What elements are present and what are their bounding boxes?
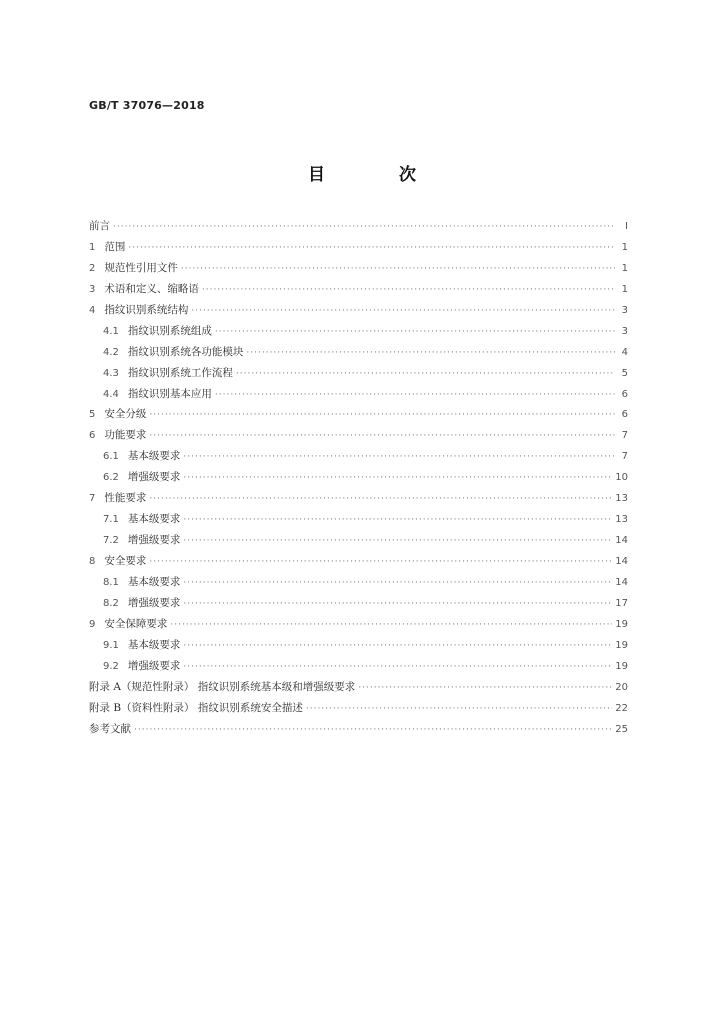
toc-dot-leader — [128, 241, 615, 255]
toc-entry-page: 19 — [615, 639, 628, 651]
toc-entry[interactable] — [89, 366, 628, 387]
standard-code: GB/T 37076—2018 — [89, 99, 205, 112]
toc-entry-label — [103, 345, 243, 360]
toc-entry[interactable] — [89, 407, 628, 428]
toc-entry-number: 3 — [89, 283, 96, 295]
toc-entry-label — [103, 470, 180, 485]
toc-entry-page: 13 — [615, 514, 628, 526]
toc-dot-leader — [183, 639, 612, 653]
toc-entry-label — [89, 722, 131, 736]
toc-entry-label — [89, 261, 178, 276]
toc-entry-label — [103, 659, 180, 674]
toc-entry-title: 术语和定义、缩略语 — [104, 282, 199, 295]
toc-entry-title: 范围 — [104, 240, 126, 253]
toc-entry-page: 14 — [615, 576, 628, 588]
table-of-contents — [89, 219, 628, 742]
toc-dot-leader — [306, 702, 612, 716]
toc-dot-leader — [215, 388, 615, 402]
toc-entry-title: 功能要求 — [104, 429, 147, 442]
toc-dot-leader — [358, 681, 612, 695]
toc-entry-page: 20 — [615, 681, 628, 693]
toc-dot-leader — [183, 576, 612, 590]
toc-entry-page: 10 — [615, 472, 628, 484]
toc-entry-title: 安全分级 — [104, 408, 147, 421]
toc-entry[interactable] — [89, 701, 628, 722]
toc-entry-page: 19 — [615, 618, 628, 630]
toc-entry-page: 13 — [615, 493, 628, 505]
toc-dot-leader — [183, 450, 615, 464]
toc-dot-leader — [181, 262, 615, 276]
toc-entry-label — [103, 512, 180, 527]
toc-entry[interactable] — [89, 659, 628, 680]
toc-entry-title: 安全要求 — [104, 555, 147, 567]
toc-dot-leader — [202, 283, 615, 297]
toc-entry[interactable] — [89, 554, 628, 575]
toc-entry[interactable] — [89, 324, 628, 345]
toc-entry-title: 基本级要求 — [127, 638, 181, 651]
toc-entry-page: 6 — [621, 388, 628, 400]
toc-dot-leader — [183, 660, 612, 674]
toc-entry-page: 5 — [621, 367, 628, 379]
toc-entry-label — [103, 575, 180, 590]
toc-entry-number: 8.2 — [103, 597, 119, 609]
toc-entry[interactable] — [89, 575, 628, 596]
toc-dot-leader — [149, 408, 615, 422]
toc-entry-page: 1 — [621, 262, 628, 274]
toc-entry-number: 9.2 — [103, 660, 119, 672]
toc-entry-title: 增强级要求 — [127, 471, 181, 484]
toc-entry-number: 4 — [89, 304, 96, 316]
toc-entry-title: 增强级要求 — [127, 659, 181, 672]
toc-dot-leader — [170, 618, 612, 632]
toc-entry-page: 4 — [621, 346, 628, 358]
toc-entry-label — [89, 617, 167, 632]
toc-dot-leader — [134, 723, 612, 737]
toc-entry[interactable] — [89, 219, 628, 240]
toc-entry-number: 6.1 — [103, 451, 119, 463]
toc-entry-label — [103, 596, 180, 611]
toc-entry[interactable] — [89, 617, 628, 638]
toc-dot-leader — [236, 367, 615, 381]
toc-dot-leader — [183, 513, 612, 527]
toc-entry-number: 9 — [89, 618, 96, 630]
toc-entry[interactable] — [89, 680, 628, 701]
toc-entry-number: 5 — [89, 409, 96, 421]
toc-entry-number: 7.1 — [103, 514, 119, 526]
toc-entry-title: 性能要求 — [104, 492, 147, 505]
toc-entry[interactable] — [89, 303, 628, 324]
toc-entry-title: 参考文献 — [89, 722, 131, 735]
toc-entry-number: 7 — [89, 493, 96, 505]
toc-entry[interactable] — [89, 240, 628, 261]
toc-entry-title: 指纹识别系统结构 — [104, 303, 189, 316]
toc-entry-label — [89, 219, 110, 233]
toc-entry-label — [89, 407, 146, 422]
toc-dot-leader — [113, 220, 615, 234]
toc-entry-page: 6 — [621, 409, 628, 421]
toc-entry-label — [89, 282, 199, 297]
toc-entry[interactable] — [89, 638, 628, 659]
toc-entry-page: 22 — [615, 702, 628, 714]
toc-entry-number: 6 — [89, 430, 96, 442]
toc-entry-title: 指纹识别基本应用 — [127, 387, 212, 400]
toc-dot-leader — [191, 304, 615, 318]
toc-dot-leader — [149, 555, 612, 569]
toc-entry-number: 7.2 — [103, 535, 119, 547]
toc-entry-title: 基本级要求 — [127, 513, 181, 526]
toc-entry[interactable] — [89, 261, 628, 282]
toc-entry-number: 9.1 — [103, 639, 119, 651]
toc-entry-number: 8 — [89, 556, 96, 567]
toc-entry-title: 基本级要求 — [127, 450, 181, 463]
toc-entry-page: 19 — [615, 660, 628, 672]
toc-entry[interactable] — [89, 470, 628, 491]
toc-entry-page: 3 — [621, 325, 628, 337]
toc-entry-number: 6.2 — [103, 472, 119, 484]
toc-dot-leader — [149, 492, 612, 506]
toc-entry-number: 8.1 — [103, 576, 119, 588]
toc-entry[interactable] — [89, 596, 628, 617]
toc-entry-page: 1 — [621, 241, 628, 253]
toc-entry-title: 增强级要求 — [127, 534, 181, 547]
toc-entry[interactable] — [89, 533, 628, 554]
toc-entry-page: 14 — [615, 556, 628, 567]
toc-entry-title: 安全保障要求 — [104, 617, 168, 630]
toc-entry-page: 14 — [615, 535, 628, 547]
page-title: 目 次 — [308, 165, 450, 185]
toc-entry-number: 4.2 — [103, 346, 119, 358]
toc-entry-page: 25 — [615, 723, 628, 735]
toc-entry-label — [89, 701, 303, 715]
toc-entry-title: 增强级要求 — [127, 596, 181, 609]
toc-entry[interactable] — [89, 428, 628, 449]
toc-dot-leader — [183, 471, 612, 485]
toc-entry-title: 附录 A（规范性附录） 指纹识别系统基本级和增强级要求 — [89, 680, 356, 693]
toc-entry-page: 7 — [621, 430, 628, 442]
toc-entry-title: 附录 B（资料性附录） 指纹识别系统安全描述 — [89, 701, 303, 714]
toc-entry-title: 基本级要求 — [127, 575, 181, 588]
toc-entry[interactable] — [89, 282, 628, 303]
toc-entry-label — [89, 303, 188, 318]
toc-entry-page: 7 — [621, 451, 628, 463]
toc-entry[interactable] — [89, 387, 628, 408]
toc-entry-title: 指纹识别系统组成 — [127, 324, 212, 337]
toc-entry-number: 1 — [89, 241, 96, 253]
toc-dot-leader — [149, 429, 615, 443]
toc-entry-page: 1 — [621, 283, 628, 295]
toc-dot-leader — [183, 597, 612, 611]
toc-entry-label — [89, 240, 125, 255]
toc-entry-label — [89, 554, 146, 569]
toc-entry-number: 4.4 — [103, 388, 119, 400]
toc-entry-label — [103, 324, 212, 339]
toc-entry-label — [103, 449, 180, 464]
toc-entry-label — [103, 533, 180, 548]
toc-dot-leader — [246, 346, 615, 360]
toc-entry-label — [103, 366, 233, 381]
toc-entry[interactable] — [89, 491, 628, 512]
toc-entry-title: 规范性引用文件 — [104, 261, 178, 274]
toc-entry-page: Ⅰ — [625, 221, 628, 232]
toc-entry-title: 指纹识别系统各功能模块 — [127, 345, 244, 358]
toc-entry-label — [103, 638, 180, 653]
toc-entry[interactable] — [89, 449, 628, 470]
toc-entry-number: 2 — [89, 262, 96, 274]
toc-entry-label — [103, 387, 212, 402]
toc-dot-leader — [183, 534, 612, 548]
toc-entry[interactable] — [89, 512, 628, 533]
toc-entry-title: 指纹识别系统工作流程 — [127, 366, 233, 379]
toc-entry[interactable] — [89, 722, 628, 743]
toc-entry-title: 前言 — [89, 220, 110, 232]
toc-entry-page: 3 — [621, 304, 628, 316]
toc-entry-page: 17 — [615, 597, 628, 609]
toc-entry-label — [89, 428, 146, 443]
toc-entry[interactable] — [89, 345, 628, 366]
toc-entry-number: 4.1 — [103, 325, 119, 337]
toc-entry-number: 4.3 — [103, 367, 119, 379]
toc-entry-label — [89, 680, 355, 694]
toc-entry-label — [89, 491, 146, 506]
toc-dot-leader — [215, 325, 615, 339]
